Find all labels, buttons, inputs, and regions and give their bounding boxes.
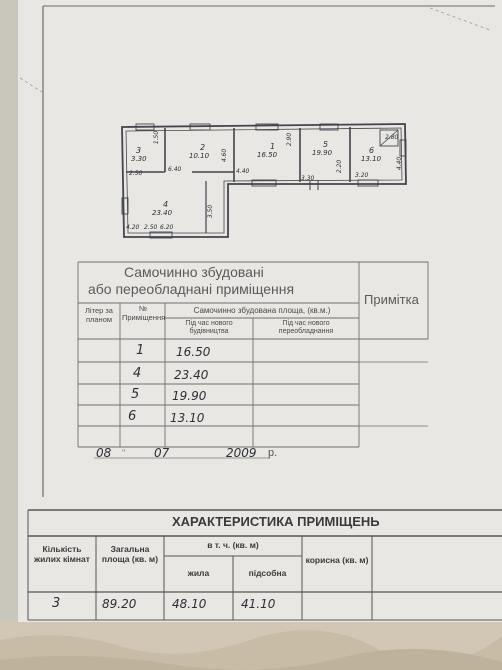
dim-label: 6.40 [168,166,182,173]
dim-label: 3.30 [301,175,315,182]
date-year: 2009 [226,446,257,460]
col-aux-header: підсобна [248,568,287,578]
room-6-area: 13.10 [361,155,382,163]
col-total-header: Загальна площа (кв. м) [101,544,159,564]
unauth-title-line1: Самочинно збудовані [124,264,264,280]
area-group-header: Самочинно збудована площа, (кв.м.) [193,306,331,315]
dim-label: 2.80 [385,134,399,141]
unauth-row-area: 13.10 [170,411,205,425]
room-1-num: 1 [270,142,276,151]
characteristics-title: ХАРАКТЕРИСТИКА ПРИМІЩЕНЬ [172,514,380,529]
unauth-row-num: 6 [128,409,137,424]
room-1-area: 16.50 [257,151,278,159]
room-2-area: 10.10 [189,152,210,160]
value-total: 89.20 [102,597,137,611]
unauth-row-area: 19.90 [172,389,207,403]
dim-label: 2.50 [144,224,158,231]
unauth-row-area: 23.40 [174,368,209,382]
room-4-num: 4 [163,200,169,209]
dim-label: 2.20 [336,159,344,174]
col-litera-header: Літер за планом [85,306,113,324]
date-month: 07 [154,446,170,460]
room-3-area: 3.30 [131,155,147,163]
incl-header: в т. ч. (кв. м) [207,540,259,550]
room-5-area: 19.90 [312,149,333,157]
date-suffix: р. [268,447,278,459]
col-reequip-header: Під час нового переобладнання [278,320,334,336]
dim-label: 4.40 [236,168,250,175]
dim-label: 6.20 [160,224,174,231]
col-rooms-header: Кількість жилих кімнат [34,544,90,564]
dim-label: 4.60 [221,148,229,163]
unauth-row-num: 1 [136,343,145,358]
room-3-num: 3 [136,146,142,155]
date-day: 08 [96,446,112,460]
room-5-num: 5 [323,140,329,149]
unauth-row-num: 4 [133,366,142,381]
unauth-row-area: 16.50 [176,345,211,359]
value-rooms: 3 [52,596,61,611]
dim-label: 4.20 [126,224,140,231]
col-useful-header: корисна (кв. м) [305,555,369,565]
room-6-num: 6 [369,146,375,155]
room-4-area: 23.40 [152,209,173,217]
note-header: Примітка [364,292,419,307]
dim-label: 3.50 [207,204,215,219]
col-room-num-header: № Приміщення [122,304,166,322]
unauth-title-line2: або переобладнані приміщення [88,281,295,297]
dim-label: 4.40 [396,156,404,171]
col-living-header: жила [187,568,210,578]
value-aux: 41.10 [241,597,276,611]
room-2-num: 2 [200,143,206,152]
date-quote: " [122,448,126,458]
unauth-row-num: 5 [131,387,140,402]
col-built-header: Під час нового будівництва [185,320,233,336]
dim-label: 2.90 [286,132,294,147]
value-living: 48.10 [172,597,207,611]
dim-label: 1.50 [153,130,161,145]
dim-label: 3.20 [355,172,369,179]
dim-label: 2.50 [129,170,143,177]
